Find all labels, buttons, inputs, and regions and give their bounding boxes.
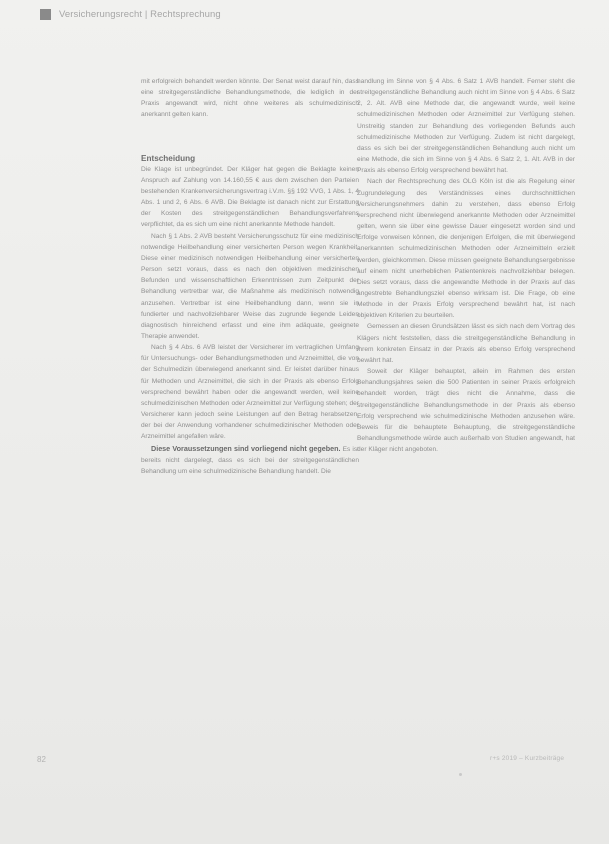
intro-paragraph: mit erfolgreich behandelt werden könnte. Der Senat weist darauf hin, dass eine streitgegenständliche Behandlungsmethode, die lediglich in der Praxis angewandt wird, nicht ohne weiteres als schulmedizinisch anerkannt gelten kann.	[141, 78, 359, 119]
left-column	[141, 76, 359, 477]
body-paragraph: Die Klage ist unbegründet. Der Kläger hat gegen die Beklagte keinen Anspruch auf Zahlung von 14.160,55 € aus dem zwischen den Parteien bestehenden Krankenversicherungsvertrag i.V.m. §§ 192 VVG, 1 Abs. 1, 4 Abs. 1 und 2, 6 Abs. 6 AVB. Die Beklagte ist danach nicht zur Erstattung der Kosten des streitgegenständlichen Behandlungsverfahrens verpflichtet, da es sich um eine nicht anerkannte Methode handelt.	[141, 165, 359, 229]
body-paragraph: Nach der Rechtsprechung des OLG Köln ist die als Regelung einer Zugrundelegung des Verständnisses eines durchschnittlichen Versicherungsnehmers dahin zu verstehen, dass ebenso Erfolg versprechend nicht überwiegend anerkannte Methoden oder Arzneimittel gelten, wenn sie über eine gewisse Dauer eingesetzt worden sind und Erfolge vorweisen können, die denjenigen Erfolgen, die mit überwiegend anerkannten schulmedizinischen Methoden oder Arzneimitteln erzielt werden, gleichkommen. Diese müssen geeignete Behandlungsergebnisse auf einem nicht unerheblichen Patientenkreis nachvollziehbar belegen. Dies setzt voraus, dass die angewandte Methode in der Praxis auf das angestrebte Behandlungsziel ebenso wirksam ist. Die Frage, ob eine Methode in der Praxis Erfolg versprechend bewährt hat, ist nach objektiven Kriterien zu beurteilen.	[357, 178, 575, 320]
page-number: 82	[37, 755, 46, 764]
footer-dot	[459, 773, 462, 776]
section-heading: Entscheidung	[141, 153, 196, 163]
body-paragraph: Soweit der Kläger behauptet, allein im Rahmen des ersten Behandlungsjahres seien die 500 Patienten in seiner Praxis erfolgreich behandelt worden, trägt dies nicht die Annahme, dass die streitgegenständliche Behandlungsmethode in der Praxis als ebenso Erfolg versprechend wie schulmedizinische Methoden anzusehen wäre. Beweis für die behauptete Behauptung, die streitgegenständliche Behandlungsmethode würde auch außerhalb von Studien angewandt, hat der Kläger nicht angeboten.	[357, 368, 575, 454]
body-paragraph: Nach § 4 Abs. 6 AVB leistet der Versicherer im vertraglichen Umfang für Untersuchungs- oder Behandlungsmethoden und Arzneimittel, die von der Schulmedizin überwiegend anerkannt sind. Er leistet darüber hinaus für Methoden und Arzneimittel, die sich in der Praxis als ebenso Erfolg versprechend bewährt haben oder die angewandt werden, weil keine schulmedizinischen Methoden oder Arzneimittel zur Verfügung stehen; der Versicherer kann jedoch seine Leistungen auf den Betrag herabsetzen, der bei der Anwendung vorhandener schulmedizinischer Methoden oder Arzneimittel angefallen wäre.	[141, 344, 359, 441]
header-square-icon	[40, 9, 51, 20]
paragraph-continuation: Es ist bereits nicht dargelegt, dass es sich bei der streitgegenständlichen Behandlung um eine schulmedizinische Behandlung handelt. Die	[141, 445, 359, 475]
journal-footer: r+s 2019 – Kurzbeiträge	[490, 755, 565, 762]
bold-lead-text: Diese Voraussetzungen sind vorliegend nicht gegeben.	[151, 443, 341, 453]
header-title: Versicherungsrecht | Rechtsprechung	[59, 8, 221, 20]
right-column	[357, 76, 575, 455]
body-paragraph: handlung im Sinne von § 4 Abs. 6 Satz 1 AVB handelt. Ferner steht die streitgegenständliche Behandlung auch nicht im Sinne von § 4 Abs. 6 Satz 2, 2. Alt. AVB eine Methode dar, die angewandt wurde, weil keine schulmedizinischen Methoden oder Arzneimittel zur Verfügung stehen. Unstreitig standen zur Behandlung des vorliegenden Befunds auch schulmedizinische Methoden zur Verfügung. Zudem ist nicht dargelegt, dass es sich bei der streitgegenständlichen Behandlung auch nicht um eine Methode, die sich im Sinne von § 4 Abs. 6 Satz 2, 1. Alt. AVB in der Praxis als ebenso Erfolg versprechend bewährt hat.	[357, 78, 575, 175]
body-paragraph	[141, 443, 359, 477]
body-paragraph: Gemessen an diesen Grundsätzen lässt es sich nach dem Vortrag des Klägers nicht feststellen, dass die streitgegenständliche Behandlung in ihrem konkreten Einsatz in der Praxis als ebenso Erfolg versprechend bewährt hat.	[357, 323, 575, 364]
running-header	[40, 6, 221, 22]
body-paragraph: Nach § 1 Abs. 2 AVB besteht Versicherungsschutz für eine medizinisch notwendige Heilbehandlung einer versicherten Person wegen Krankheit. Diese einer medizinisch notwendigen Heilbehandlung einer versicherten Person setzt voraus, dass es nach den objektiven medizinischen Befunden und wissenschaftlichen Erkenntnissen zum Zeitpunkt der Behandlung vertretbar war, die Maßnahme als medizinisch notwendig anzusehen. Vertretbar ist eine Heilbehandlung dann, wenn sie in fundierter und nachvollziehbarer Weise das zugrunde liegende Leiden diagnostisch hinreichend erfasst und eine ihm adäquate, geeignete Therapie anwendet.	[141, 232, 359, 340]
